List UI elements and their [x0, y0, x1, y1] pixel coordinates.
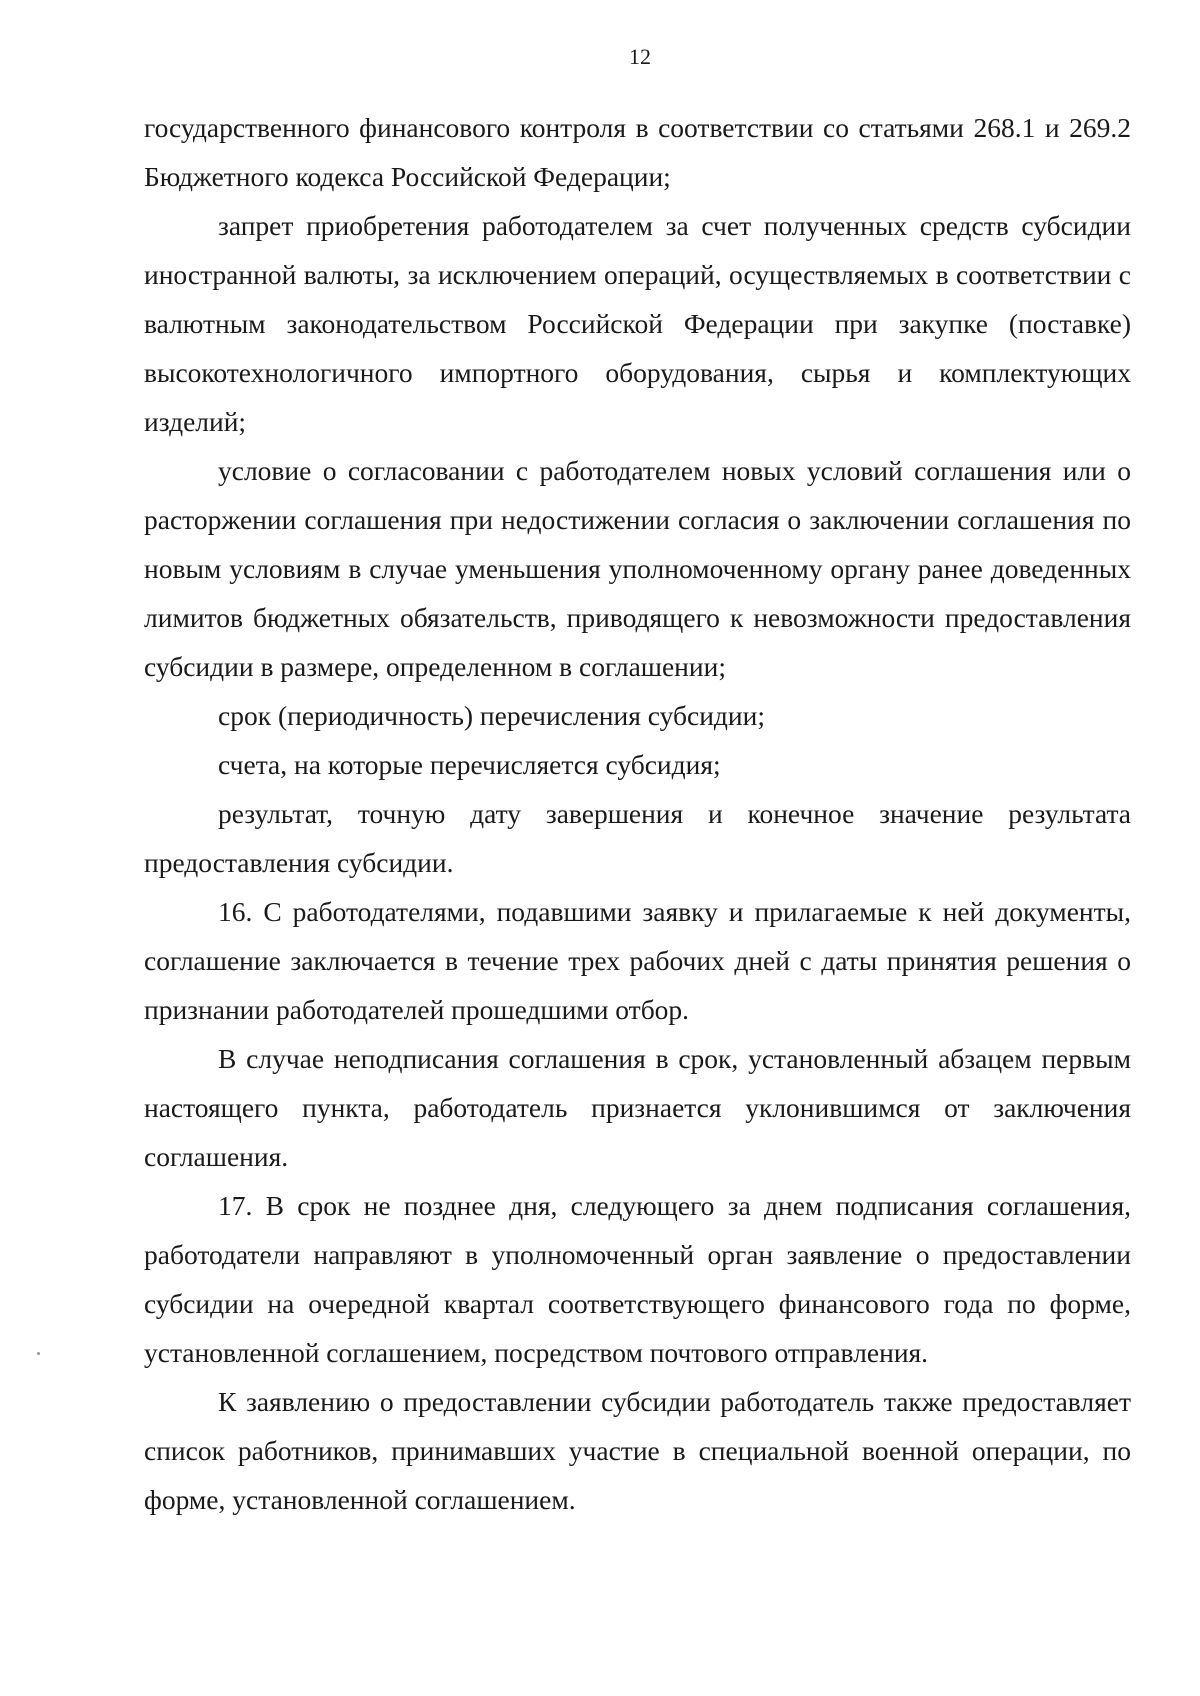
paragraph-transfer-period: срок (периодичность) перечисления субсидии;: [218, 700, 765, 731]
scan-speck: [37, 1352, 40, 1355]
paragraph-item-17: 17. В срок не позднее дня, следующего за днем подписания соглашения, работодатели направляют в уполномоченный орган заявление о предоставлении субсидии на очередной квартал соответствующего финансового года по форме, установленной соглашением, посредством почтового отправления.: [144, 1190, 1131, 1368]
paragraph-currency-ban: запрет приобретения работодателем за счет полученных средств субсидии иностранной валюты, за исключением операций, осуществляемых в соответствии с валютным законодательством Российской Федерации при закупке (поставке) высокотехнологичного импортного оборудования, сырья и комплектующих изделий;: [144, 210, 1131, 437]
paragraph-agreement-terms: условие о согласовании с работодателем новых условий соглашения или о расторжении соглашения при недостижении согласия о заключении соглашения по новым условиям в случае уменьшения уполномоченному органу ранее доведенных лимитов бюджетных обязательств, приводящего к невозможности предоставления субсидии в размере, определенном в соглашении;: [144, 455, 1131, 682]
paragraph-employee-list: К заявлению о предоставлении субсидии работодатель также предоставляет список работников, принимавших участие в специальной военной операции, по форме, установленной соглашением.: [144, 1386, 1131, 1515]
paragraph-non-signing: В случае неподписания соглашения в срок, установленный абзацем первым настоящего пункта, работодатель признается уклонившимся от заключения соглашения.: [144, 1043, 1131, 1172]
page-number: 12: [629, 44, 651, 69]
paragraph-continuation: государственного финансового контроля в соответствии со статьями 268.1 и 269.2 Бюджетного кодекса Российской Федерации;: [144, 112, 1131, 192]
paragraph-accounts: счета, на которые перечисляется субсидия;: [218, 749, 721, 780]
document-body: [144, 103, 1131, 1524]
paragraph-item-16: 16. С работодателями, подавшими заявку и прилагаемые к ней документы, соглашение заключается в течение трех рабочих дней с даты принятия решения о признании работодателей прошедшими отбор.: [144, 896, 1131, 1025]
paragraph-result: результат, точную дату завершения и конечное значение результата предоставления субсидии.: [144, 798, 1131, 878]
